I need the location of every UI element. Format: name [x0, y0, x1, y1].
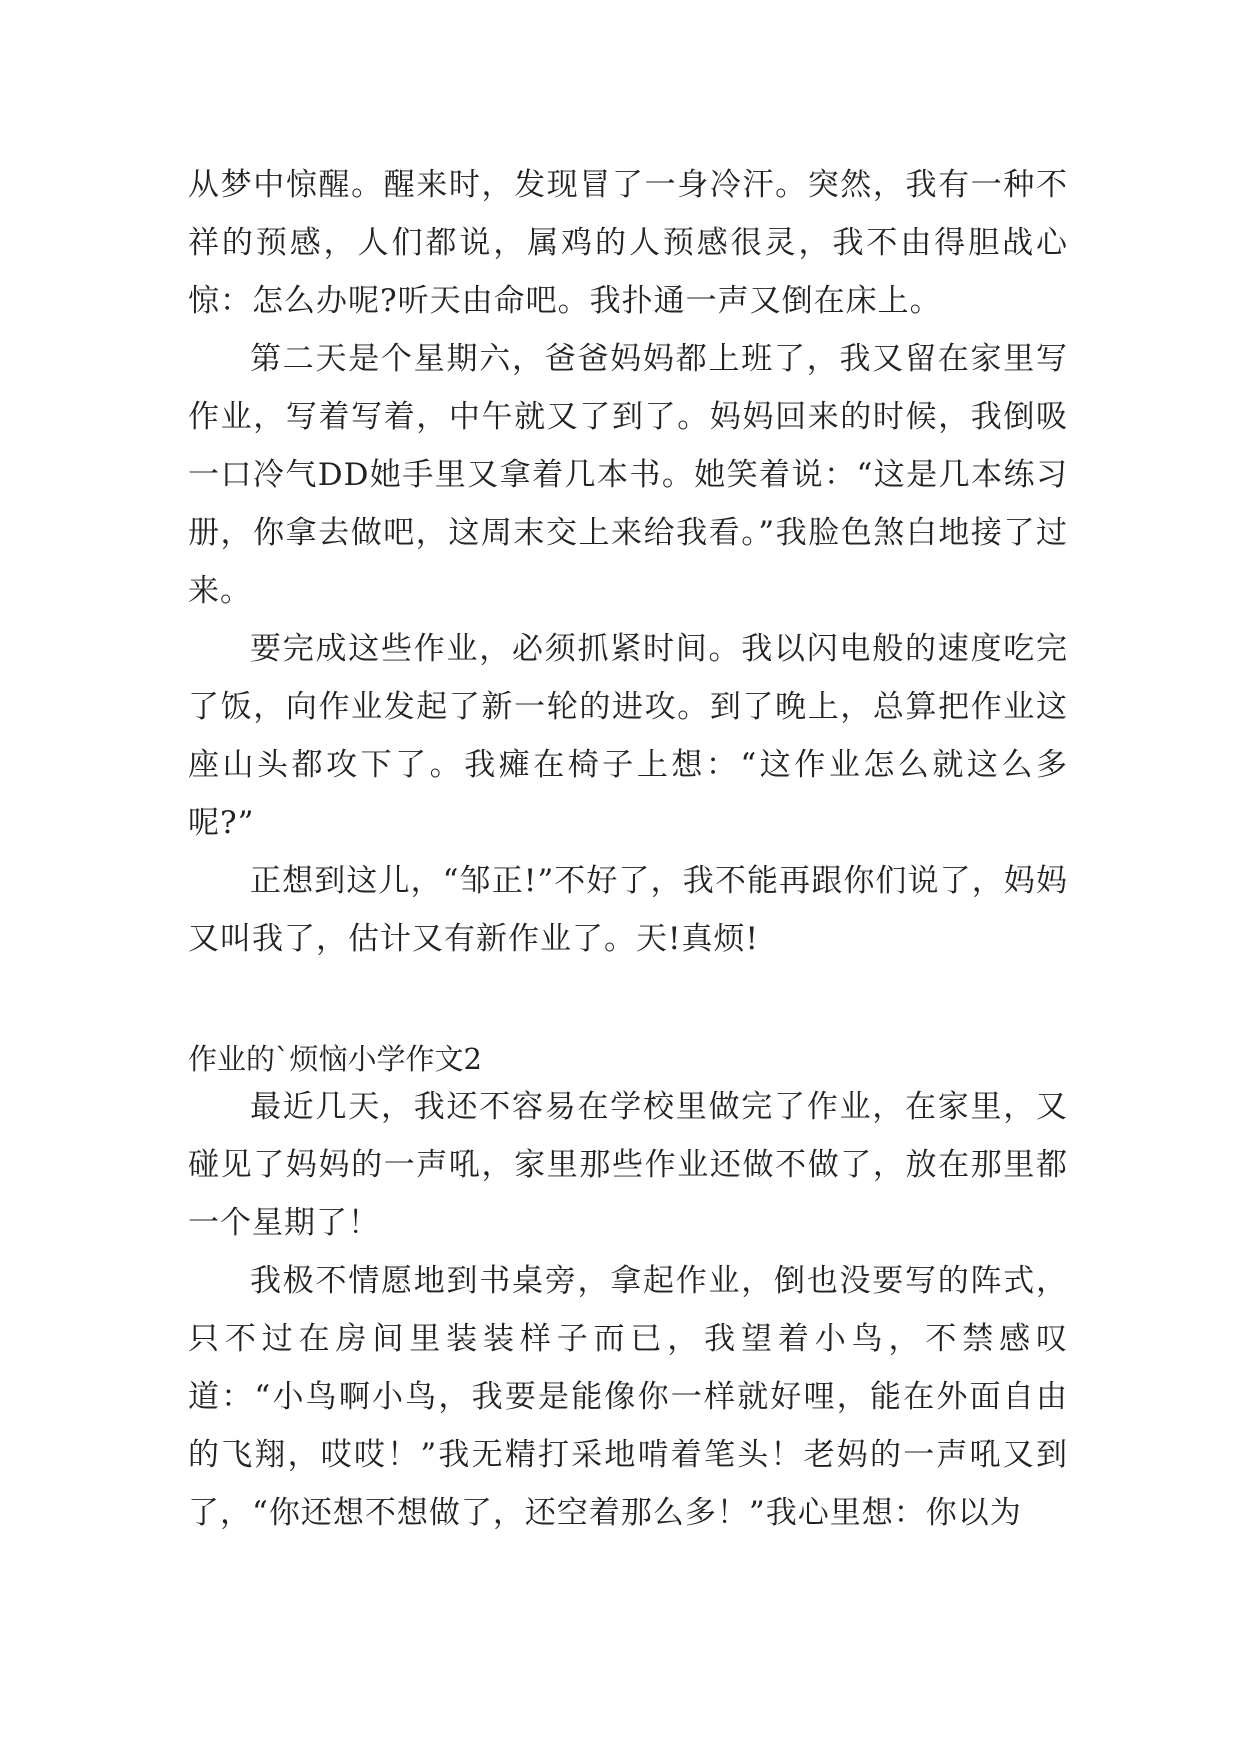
paragraph: 要完成这些作业，必须抓紧时间。我以闪电般的速度吃完了饭，向作业发起了新一轮的进攻。到了晚上，总算把作业这座山头都攻下了。我瘫在椅子上想：“这作业怎么就这么多呢?”: [188, 631, 1068, 841]
essay-part-1: [188, 156, 1068, 968]
paragraph: 第二天是个星期六，爸爸妈妈都上班了，我又留在家里写作业，写着写着，中午就又了到了。妈妈回来的时候，我倒吸一口冷气DD她手里又拿着几本书。她笑着说：“这是几本练习册，你拿去做吧，这周末交上来给我看。”我脸色煞白地接了过来。: [188, 341, 1068, 609]
essay-part-2: [188, 1078, 1068, 1542]
paragraph: 从梦中惊醒。醒来时，发现冒了一身冷汗。突然，我有一种不祥的预感，人们都说，属鸡的人预感很灵，我不由得胆战心惊：怎么办呢?听天由命吧。我扑通一声又倒在床上。: [188, 167, 1068, 319]
essay-heading: 作业的`烦恼小学作文2: [188, 1042, 482, 1076]
paragraph: 最近几天，我还不容易在学校里做完了作业，在家里，又碰见了妈妈的一声吼，家里那些作业还做不做了，放在那里都一个星期了！: [188, 1089, 1068, 1241]
paragraph: 正想到这儿，“邹正!”不好了，我不能再跟你们说了，妈妈又叫我了，估计又有新作业了。天!真烦!: [188, 863, 1068, 957]
paragraph: 我极不情愿地到书桌旁，拿起作业，倒也没要写的阵式，只不过在房间里装装样子而已，我望着小鸟，不禁感叹道：“小鸟啊小鸟，我要是能像你一样就好哩，能在外面自由的飞翔，哎哎！”我无精打采地啃着笔头！老妈的一声吼又到了，“你还想不想做了，还空着那么多！”我心里想：你以为: [188, 1263, 1068, 1531]
